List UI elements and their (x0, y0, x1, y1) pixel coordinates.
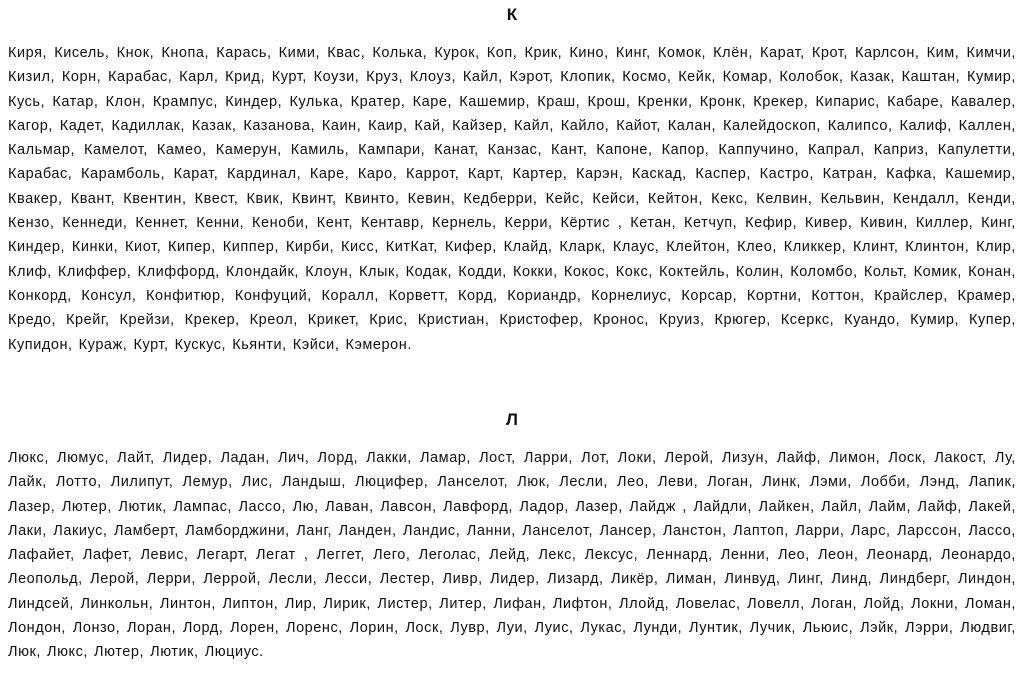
names-paragraph: Люкс, Люмус, Лайт, Лидер, Ладан, Лич, Лорд, Лакки, Ламар, Лост, Ларри, Лот, Локи, Лерой, Лизун, Лайф, Лимон, Лоск, Лакост, Лу, Лайк, Лотто, Лилипут, Лемур, Лис, Ландыш, Люцифер, Ланселот, Люк, Лесли, Лео, Леви, Логан, Линк, Лэми, Лобби, Лэнд, Лапик, Лазер, Лютер, Лютик, Лампас, Лассо, Лю, Лаван, Лавсон, Лавфорд, Ладор, Лазер, Лайдж , Лайдли, Лайкен, Лайл, Лайм, Лайф, Лакей, Лаки, Лакиус, Ламберт, Ламборджини, Ланг, Ланден, Ландис, Ланни, Ланселот, Лансер, Ланстон, Лаптоп, Ларри, Ларс, Ларссон, Лассо, Лафайет, Лафет, Левис, Легарт, Легат , Леггет, Лего, Леголас, Лейд, Лекс, Лексус, Леннард, Ленни, Лео, Леон, Леонард, Леонардо, Леопольд, Лерой, Лерри, Леррой, Лесли, Лесси, Лестер, Ливр, Лидер, Лизард, Ликёр, Лиман, Линвуд, Линг, Линд, Линдберг, Линдон, Линдсей, Линкольн, Линтон, Липтон, Лир, Лирик, Листер, Литер, Лифан, Лифтон, Ллойд, Ловелас, Ловелл, Логан, Лойд, Локни, Ломан, Лондон, Лонзо, Лоран, Лорд, Лорен, Лоренс, Лорин, Лоск, Лувр, Луи, Луис, Лукас, Лунди, Лунтик, Лучик, Льюис, Лэйк, Лэрри, Людвиг, Люк, Люкс, Лютер, Лютик, Люциус. (8, 450, 1016, 661)
section-heading: Л (506, 410, 518, 429)
names-paragraph: Киря, Кисель, Кнок, Кнопа, Карась, Кими, Квас, Колька, Курок, Коп, Крик, Кино, Кинг, Комок, Клён, Карат, Крот, Карлсон, Ким, Кимчи, Кизил, Корн, Карабас, Карл, Крид, Курт, Коузи, Круз, Клоуз, Кайл, Кэрот, Клопик, Космо, Кейк, Комар, Колобок, Казак, Каштан, Кумир, Кусь, Катар, Клон, Крампус, Киндер, Кулька, Кратер, Каре, Кашемир, Краш, Крош, Кренки, Кронк, Крекер, Кипарис, Кабаре, Кавалер, Кагор, Кадет, Кадиллак, Казак, Казанова, Каин, Каир, Кай, Кайзер, Кайл, Кайло, Кайот, Калан, Калейдоскоп, Калипсо, Калиф, Каллен, Кальмар, Камелот, Камео, Камерун, Камиль, Кампари, Канат, Канзас, Кант, Капоне, Капор, Каппучино, Капрал, Каприз, Капулетти, Карабас, Карамболь, Карат, Кардинал, Каре, Каро, Каррот, Карт, Картер, Карэн, Каскад, Каспер, Кастро, Катран, Кафка, Кашемир, Квакер, Квант, Квентин, Квест, Квик, Квинт, Квинто, Кевин, Кедберри, Кейс, Кейси, Кейтон, Кекс, Келвин, Кельвин, Кендалл, Кенди, Кензо, Кеннеди, Кеннет, Кенни, Кеноби, Кент, Кентавр, Кернель, Керри, Кёртис , Кетан, Кетчуп, Кефир, Кивер, Кивин, Киллер, Кинг, Киндер, Кинки, Киот, Кипер, Киппер, Кирби, Кисс, КитКат, Кифер, Клайд, Кларк, Клаус, Клейтон, Клео, Кликкер, Клинт, Клинтон, Клир, Клиф, Клиффер, Клиффорд, Клондайк, Клоун, Клык, Кодак, Кодди, Кокки, Кокос, Кокс, Коктейль, Колин, Коломбо, Кольт, Комик, Конан, Конкорд, Консул, Конфитюр, Конфуций, Коралл, Корветт, Корд, Кориандр, Корнелиус, Корсар, Кортни, Коттон, Крайслер, Крамер, Кредо, Крейг, Крейзи, Крекер, Креол, Крикет, Крис, Кристиан, Кристофер, Кронос, Круиз, Крюгер, Ксеркс, Куандо, Кумир, Купер, Купидон, Кураж, Курт, Кускус, Кьянти, Кэйси, Кэмерон. (8, 45, 1016, 353)
section-heading: К (506, 5, 518, 24)
section-l (0, 405, 1024, 665)
